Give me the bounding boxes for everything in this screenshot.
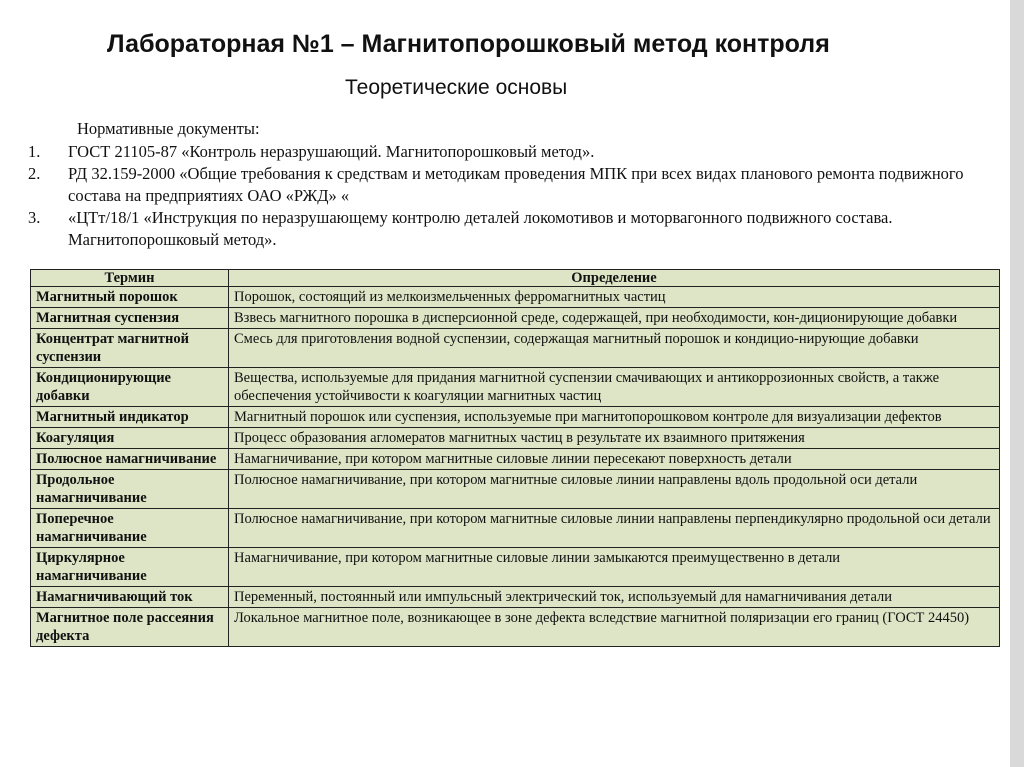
list-number: 1.	[28, 142, 41, 161]
term-cell: Циркулярное намагничивание	[31, 548, 229, 587]
table-row	[31, 407, 1000, 428]
definition-cell: Намагничивание, при котором магнитные силовые линии замыкаются преимущественно в детали	[229, 548, 1000, 587]
table-row	[31, 329, 1000, 368]
terms-table	[30, 269, 1000, 647]
documents-list-item	[28, 207, 1008, 251]
documents-heading: Нормативные документы:	[77, 119, 260, 138]
table-row	[31, 287, 1000, 308]
definition-cell: Вещества, используемые для придания магнитной суспензии смачивающих и антикоррозионных свойств, а также обеспечения устойчивости к коагуляции магнитных частиц	[229, 368, 1000, 407]
table-row	[31, 308, 1000, 329]
term-cell: Концентрат магнитной суспензии	[31, 329, 229, 368]
header-term: Термин	[31, 270, 229, 287]
table-row	[31, 608, 1000, 647]
table-row	[31, 449, 1000, 470]
table-row	[31, 368, 1000, 407]
list-text: РД 32.159-2000 «Общие требования к средствам и методикам проведения МПК при всех видах планового ремонта подвижного состава на предприятиях ОАО «РЖД» «	[68, 164, 964, 205]
table-header-row	[31, 270, 1000, 287]
list-text: «ЦТт/18/1 «Инструкция по неразрушающему контролю деталей локомотивов и моторвагонного подвижного состава. Магнитопорошковый метод».	[68, 208, 893, 249]
term-cell: Магнитная суспензия	[31, 308, 229, 329]
table-row	[31, 509, 1000, 548]
documents-list	[28, 141, 1008, 251]
term-cell: Магнитный индикатор	[31, 407, 229, 428]
definition-cell: Магнитный порошок или суспензия, используемые при магнитопорошковом контроле для визуализации дефектов	[229, 407, 1000, 428]
definition-cell: Взвесь магнитного порошка в дисперсионной среде, содержащей, при необходимости, кон-диционирующие добавки	[229, 308, 1000, 329]
term-cell: Поперечное намагничивание	[31, 509, 229, 548]
term-cell: Магнитное поле рассеяния дефекта	[31, 608, 229, 647]
definition-cell: Локальное магнитное поле, возникающее в зоне дефекта вследствие магнитной поляризации его границ (ГОСТ 24450)	[229, 608, 1000, 647]
list-number: 3.	[28, 208, 41, 227]
table-row	[31, 428, 1000, 449]
definition-cell: Намагничивание, при котором магнитные силовые линии пересекают поверхность детали	[229, 449, 1000, 470]
definition-cell: Переменный, постоянный или импульсный электрический ток, используемый для намагничивания детали	[229, 587, 1000, 608]
term-cell: Намагничивающий ток	[31, 587, 229, 608]
table-row	[31, 587, 1000, 608]
table-row	[31, 470, 1000, 509]
page-subtitle: Теоретические основы	[345, 76, 568, 99]
definition-cell: Полюсное намагничивание, при котором магнитные силовые линии направлены перпендикулярно продольной оси детали	[229, 509, 1000, 548]
table-row	[31, 548, 1000, 587]
definition-cell: Процесс образования агломератов магнитных частиц в результате их взаимного притяжения	[229, 428, 1000, 449]
list-text: ГОСТ 21105-87 «Контроль неразрушающий. Магнитопорошковый метод».	[68, 142, 595, 161]
page-title: Лабораторная №1 – Магнитопорошковый метод контроля	[107, 30, 830, 58]
list-number: 2.	[28, 164, 41, 183]
definition-cell: Смесь для приготовления водной суспензии, содержащая магнитный порошок и кондицио-нирующие добавки	[229, 329, 1000, 368]
documents-list-item	[28, 141, 1008, 163]
documents-list-item	[28, 163, 1008, 207]
slide-edge-bar	[1010, 0, 1024, 767]
definition-cell: Полюсное намагничивание, при котором магнитные силовые линии направлены вдоль продольной оси детали	[229, 470, 1000, 509]
term-cell: Магнитный порошок	[31, 287, 229, 308]
definition-cell: Порошок, состоящий из мелкоизмельченных ферромагнитных частиц	[229, 287, 1000, 308]
term-cell: Продольное намагничивание	[31, 470, 229, 509]
term-cell: Коагуляция	[31, 428, 229, 449]
term-cell: Полюсное намагничивание	[31, 449, 229, 470]
header-definition: Определение	[229, 270, 1000, 287]
term-cell: Кондиционирующие добавки	[31, 368, 229, 407]
